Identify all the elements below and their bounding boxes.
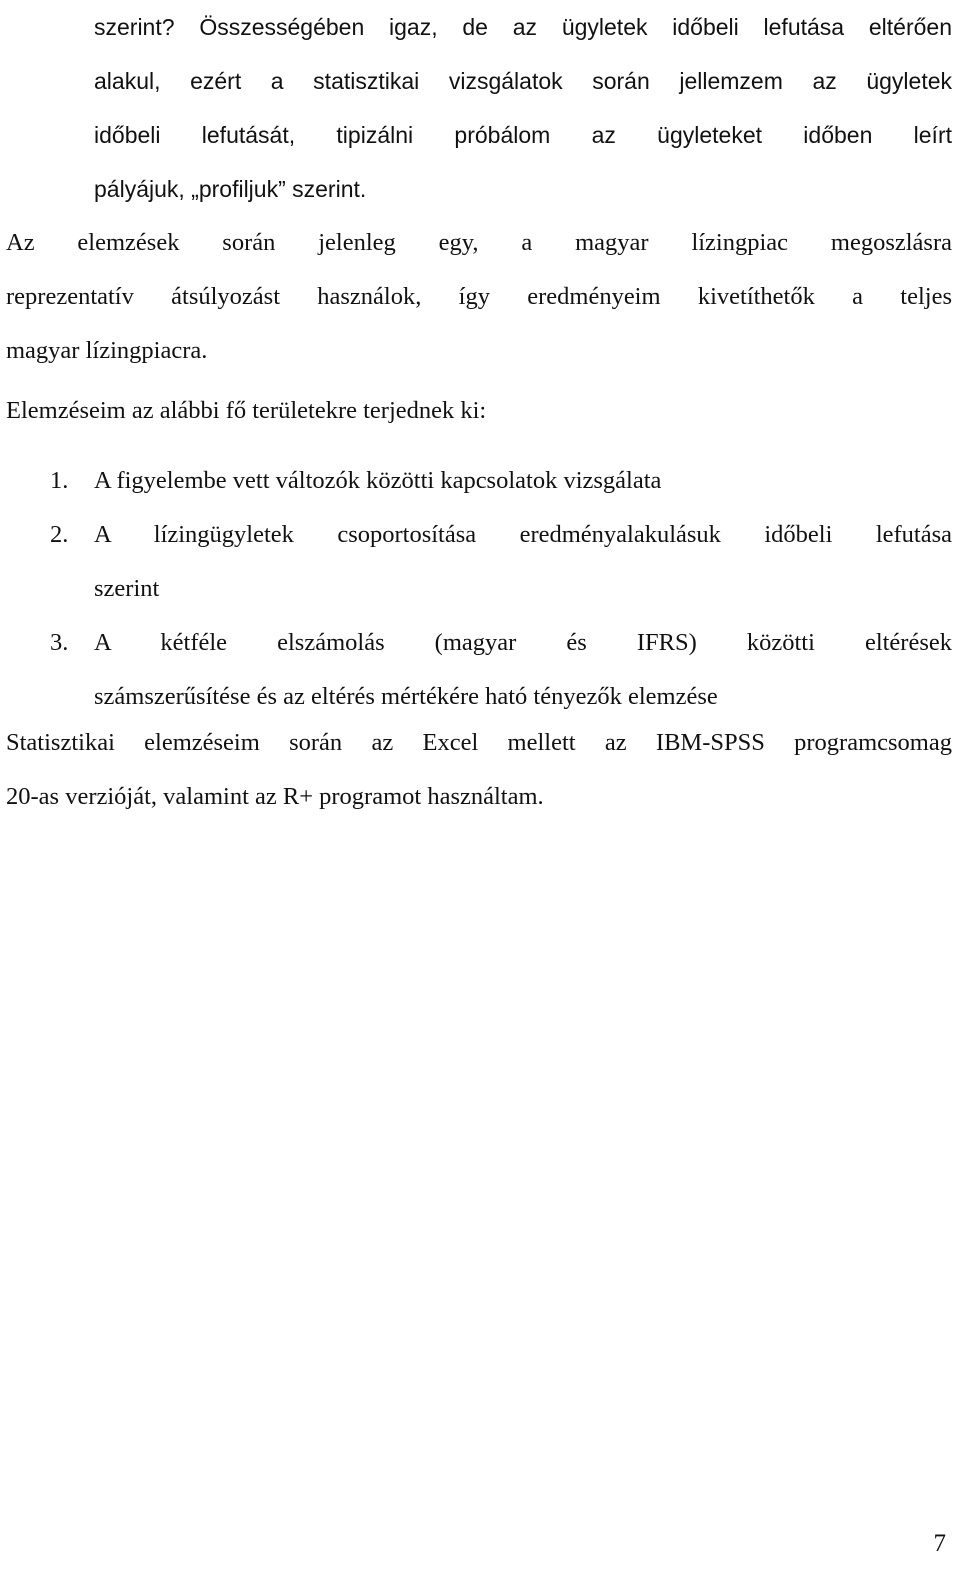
- text-line: reprezentatív átsúlyozást használok, így eredményeim kivetíthetők a teljes: [6, 283, 952, 310]
- areas-list: [50, 454, 952, 724]
- paragraph-tools: [6, 716, 952, 824]
- areas-intro: [6, 384, 952, 438]
- list-number: 3.: [50, 629, 69, 656]
- text-line: időbeli lefutását, tipizálni próbálom az ügyleteket időben leírt: [94, 122, 952, 148]
- list-item-text: szerint: [94, 575, 160, 602]
- paragraph-weighting: [6, 216, 952, 378]
- text-line: szerint? Összességében igaz, de az ügyletek időbeli lefutása eltérően: [94, 14, 952, 40]
- list-number: 2.: [50, 521, 69, 548]
- text-line: 20-as verzióját, valamint az R+ programot használtam.: [6, 783, 544, 810]
- list-item: [50, 508, 952, 616]
- text-line: pályájuk, „profiljuk” szerint.: [94, 176, 367, 202]
- list-item: [50, 454, 952, 508]
- list-item-text: A lízingügyletek csoportosítása eredményalakulásuk időbeli lefutása: [94, 521, 952, 548]
- list-item-text: A kétféle elszámolás (magyar és IFRS) közötti eltérések: [94, 629, 952, 656]
- list-number: 1.: [50, 467, 69, 494]
- paragraph-continuation: [94, 0, 952, 216]
- list-item-text: számszerűsítése és az eltérés mértékére ható tényezők elemzése: [94, 683, 718, 710]
- page-number: 7: [933, 1530, 946, 1557]
- text-line: alakul, ezért a statisztikai vizsgálatok során jellemzem az ügyletek: [94, 68, 952, 94]
- list-item-text: A figyelembe vett változók közötti kapcsolatok vizsgálata: [94, 467, 662, 494]
- text-line: magyar lízingpiacra.: [6, 337, 208, 364]
- text-line: Az elemzések során jelenleg egy, a magyar lízingpiac megoszlásra: [6, 229, 952, 256]
- text-line: Statisztikai elemzéseim során az Excel mellett az IBM-SPSS programcsomag: [6, 729, 952, 756]
- text-line: Elemzéseim az alábbi fő területekre terjednek ki:: [6, 397, 487, 424]
- list-item: [50, 616, 952, 724]
